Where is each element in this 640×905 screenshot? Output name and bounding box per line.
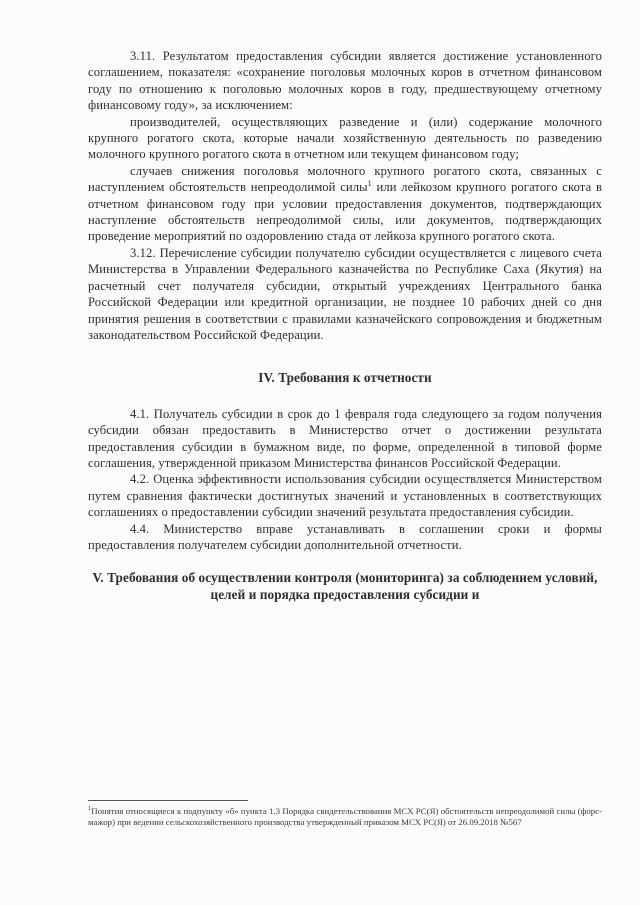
footnote-separator	[88, 800, 248, 801]
document-body	[88, 48, 602, 622]
paragraph-3-11-exception-a: производителей, осуществляющих разведение и (или) содержание молочного крупного рогатого скота, которые начали хозяйственную деятельность по разведению молочного крупного рогатого скота в отчетном или текущем финансовом году;	[88, 114, 602, 162]
paragraph-3-11-b-text-start: случаев снижения поголовья молочного крупного рогатого скота, связанных с наступлением обстоятельств непреодолимой силы	[88, 163, 602, 195]
footnote-marker: 1	[88, 805, 92, 813]
paragraph-4-2: 4.2. Оценка эффективности использования субсидии осуществляется Министерством путем сравнения фактически достигнутых значений и установленных в соответствующих соглашениях о предоставлении субсидии значений результата предоставления субсидии.	[88, 472, 602, 520]
section-iv-heading: IV. Требования к отчетности	[258, 370, 432, 386]
paragraph-3-12: 3.12. Перечисление субсидии получателю субсидии осуществляется с лицевого счета Министерства в Управлении Федерального казначейства по Республике Саха (Якутия) на расчетный счет получателя субсидии, открытый учреждениях Центрального банка Российской Федерации или кредитной организации, не позднее 10 рабочих дней со дня принятия решения в соответствии с правилами казначейского сопровождения и бюджетным законодательством Российской Федерации.	[88, 245, 602, 342]
section-v-heading: V. Требования об осуществлении контроля (мониторинга) за соблюдением условий, целей и порядка предоставления субсидии и	[92, 570, 598, 602]
paragraph-4-1: 4.1. Получатель субсидии в срок до 1 февраля года следующего за годом получения субсидии обязан предоставить в Министерство отчет о достижении результата предоставления субсидии в бумажном виде, по форме, определенной в типовой форме соглашения, утвержденной приказом Министерства финансов Российской Федерации.	[88, 406, 602, 470]
footnote-reference: 1	[367, 179, 372, 189]
footnote-text: Понятия относящиеся к подпункту «б» пункта 1.3 Порядка свидетельствования МСХ РС(Я) обстоятельств непреодолимой силы (форс-мажор) при ведении сельскохозяйственного производства утвержденный приказом МСХ РС(Я) от 26.09.2018 №567	[88, 806, 602, 827]
paragraph-3-11-exception-b	[88, 163, 602, 245]
paragraph-3-11: 3.11. Результатом предоставления субсидии является достижение установленного соглашением, показателя: «сохранение поголовья молочных коров в отчетном финансовом году по отношению к поголовью молочных коров в году, предшествующему отчетному финансовому году», за исключением:	[88, 49, 602, 113]
paragraph-4-4: 4.4. Министерство вправе устанавливать в соглашении сроки и формы предоставления получателем субсидии дополнительной отчетности.	[88, 521, 602, 552]
footnote	[88, 806, 602, 827]
paragraph-3-11-b-text-end: или лейкозом крупного рогатого скота в отчетном финансовом году при условии предоставления документов, подтверждающих наступление обстоятельств непреодолимой силы, или документов, подтверждающих проведение мероприятий по оздоровлению стада от лейкоза крупного рогатого скота.	[88, 180, 602, 244]
